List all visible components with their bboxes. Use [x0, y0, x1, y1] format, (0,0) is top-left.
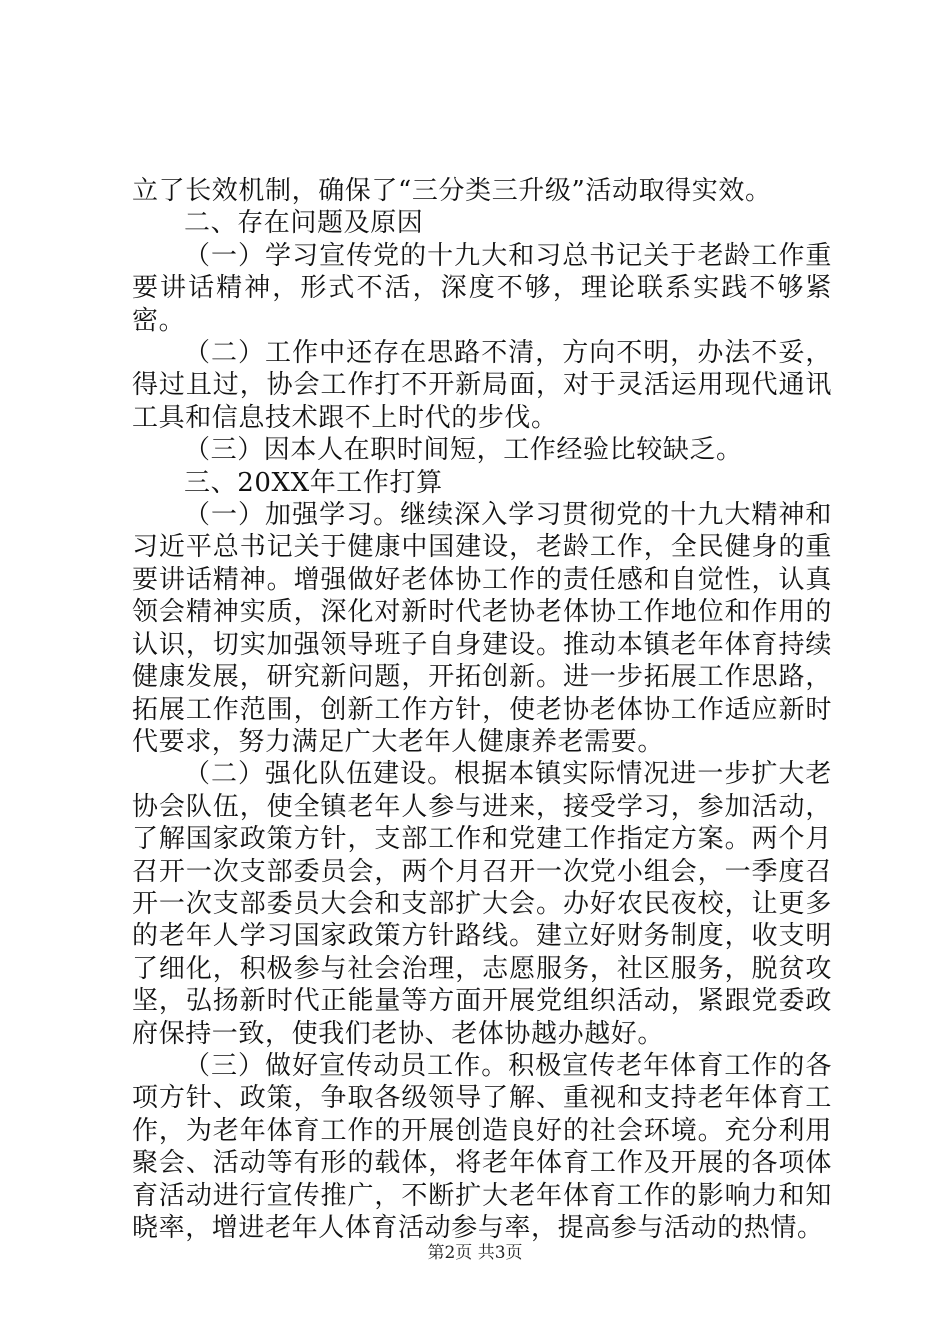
- paragraph-problem-3: （三）因本人在职时间短，工作经验比较缺乏。: [184, 435, 743, 466]
- paragraph-problem-2: （二）工作中还存在思路不清，方向不明，办法不妥，得过且过，协会工作打不开新局面，对于灵活运用现代通讯工具和信息技术跟不上时代的步伐。: [132, 338, 832, 433]
- paragraph-plan-1: （一）加强学习。继续深入学习贯彻党的十九大精神和习近平总书记关于健康中国建设，老龄工作，全民健身的重要讲话精神。增强做好老体协工作的责任感和自觉性，认真领会精神实质，深化对新时代老协老体协工作地位和作用的认识，切实加强领导班子自身建设。推动本镇老年体育持续健康发展，研究新问题，开拓创新。进一步拓展工作思路，拓展工作范围，创新工作方针，使老协老体协工作适应新时代要求，努力满足广大老年人健康养老需要。: [132, 500, 832, 757]
- paragraph-problem-1: （一）学习宣传党的十九大和习总书记关于老龄工作重要讲话精神，形式不活，深度不够，理论联系实践不够紧密。: [132, 240, 832, 336]
- page-footer: 第2页 共3页: [427, 1243, 523, 1263]
- section-heading-problems: 二、存在问题及原因: [184, 208, 424, 239]
- paragraph-plan-3: （三）做好宣传动员工作。积极宣传老年体育工作的各项方针、政策，争取各级领导了解、重视和支持老年体育工作，为老年体育工作的开展创造良好的社会环境。充分利用聚会、活动等有形的载体，将老年体育工作及开展的各项体育活动进行宣传推广，不断扩大老年体育工作的影响力和知晓率，增进老年人体育活动参与率，提高参与活动的热情。: [132, 1050, 832, 1243]
- section-heading-plan: 三、20XX年工作打算: [184, 467, 443, 498]
- document-body: [132, 175, 832, 1244]
- paragraph-plan-2: （二）强化队伍建设。根据本镇实际情况进一步扩大老协会队伍，使全镇老年人参与进来，接受学习，参加活动，了解国家政策方针，支部工作和党建工作指定方案。两个月召开一次支部委员会，两个月召开一次党小组会，一季度召开一次支部委员大会和支部扩大会。办好农民夜校，让更多的老年人学习国家政策方针路线。建立好财务制度，收支明了细化，积极参与社会治理，志愿服务，社区服务，脱贫攻坚，弘扬新时代正能量等方面开展党组织活动，紧跟党委政府保持一致，使我们老协、老体协越办越好。: [132, 759, 832, 1049]
- paragraph-continuation: 立了长效机制，确保了“三分类三升级”活动取得实效。: [132, 176, 772, 206]
